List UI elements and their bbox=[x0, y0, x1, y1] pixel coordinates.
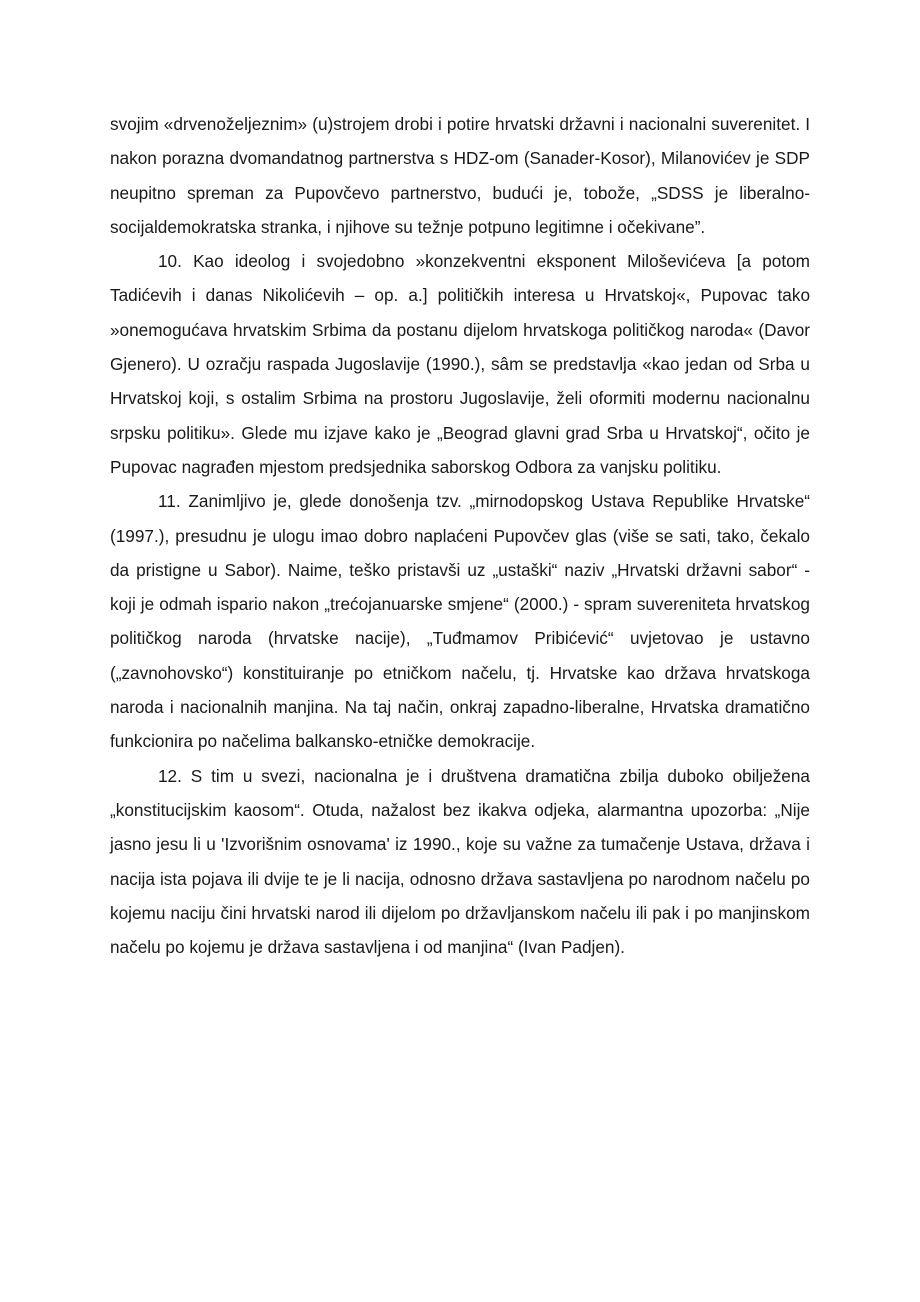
paragraph-11: 11. Zanimljivo je, glede donošenja tzv. „mirnodopskog Ustava Republike Hrvatske“ (1997.), presudnu je ulogu imao dobro naplaćeni Pupovčev glas (više se sati, tako, čekalo da pristigne u Sabor). Naime, teško pristavši uz „ustaški“ naziv „Hrvatski državni sabor“ - koji je odmah ispario nakon „trećojanuarske smjene“ (2000.) - spram suvereniteta hrvatskog političkog naroda (hrvatske nacije), „Tuđmamov Pribićević“ uvjetovao je ustavno („zavnohovsko“) konstituiranje po etničkom načelu, tj. Hrvatske kao država hrvatskoga naroda i nacionalnih manjina. Na taj način, onkraj zapadno-liberalne, Hrvatska dramatično funkcionira po načelima balkansko-etničke demokracije. bbox=[110, 491, 810, 752]
paragraph-10: 10. Kao ideolog i svojedobno »konzekventni eksponent Miloševićeva [a potom Tadićevih i danas Nikolićevih – op. a.] političkih interesa u Hrvatskoj«, Pupovac tako »onemogućava hrvatskim Srbima da postanu dijelom hrvatskoga političkog naroda« (Davor Gjenero). U ozračju raspada Jugoslavije (1990.), sâm se predstavlja «kao jedan od Srba u Hrvatskoj koji, s ostalim Srbima na prostoru Jugoslavije, želi oformiti modernu nacionalnu srpsku politiku». Glede mu izjave kako je „Beograd glavni grad Srba u Hrvatskoj“, očito je Pupovac nagrađen mjestom predsjednika saborskog Odbora za vanjsku politiku. bbox=[110, 251, 810, 477]
paragraph-continuation: svojim «drvenoželjeznim» (u)strojem drobi i potire hrvatski državni i nacionalni suverenitet. I nakon porazna dvomandatnog partnerstva s HDZ-om (Sanader-Kosor), Milanovićev je SDP neupitno spreman za Pupovčevo partnerstvo, budući je, tobože, „SDSS je liberalno-socijaldemokratska stranka, i njihove su težnje potpuno legitimne i očekivane”. bbox=[110, 114, 810, 237]
document-body bbox=[110, 107, 810, 964]
paragraph-12: 12. S tim u svezi, nacionalna je i društvena dramatična zbilja duboko obilježena „konstitucijskim kaosom“. Otuda, nažalost bez ikakva odjeka, alarmantna upozorba: „Nije jasno jesu li u 'Izvorišnim osnovama' iz 1990., koje su važne za tumačenje Ustava, država i nacija ista pojava ili dvije te je li nacija, odnosno država sastavljena po narodnom načelu po kojemu naciju čini hrvatski narod ili dijelom po državljanskom načelu ili pak i po manjinskom načelu po kojemu je država sastavljena i od manjina“ (Ivan Padjen). bbox=[110, 765, 810, 958]
